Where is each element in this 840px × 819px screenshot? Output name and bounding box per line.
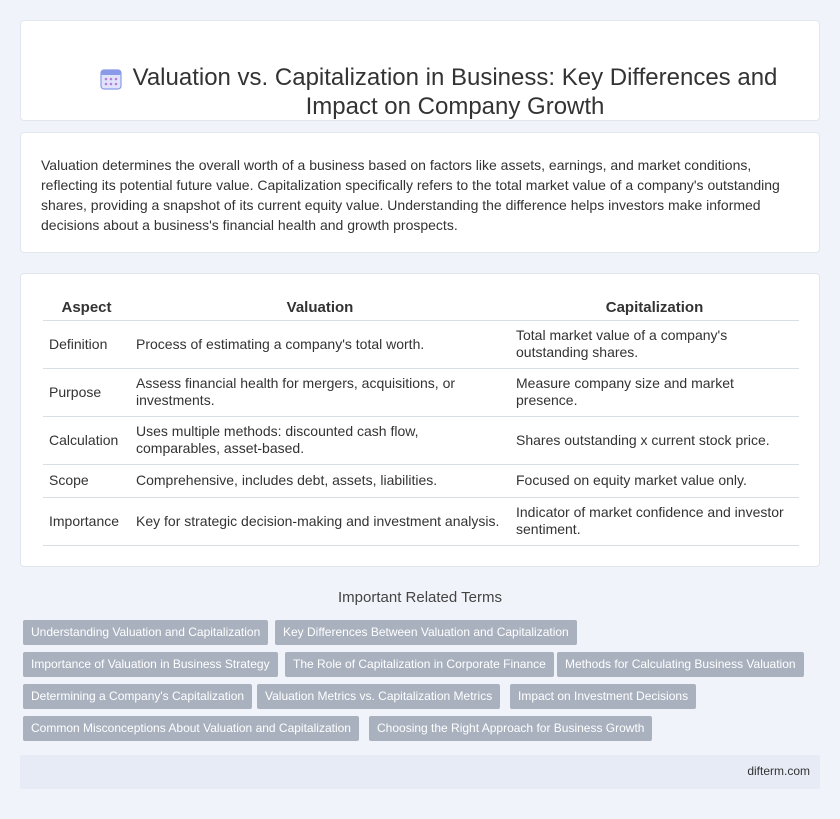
footer xyxy=(20,755,820,789)
header-valuation: Valuation xyxy=(130,296,510,320)
table-row xyxy=(43,416,799,464)
calendar-icon xyxy=(99,67,123,91)
comparison-table xyxy=(43,296,799,546)
cell-valuation: Assess financial health for mergers, acquisitions, or investments. xyxy=(130,368,510,416)
cell-valuation: Key for strategic decision-making and investment analysis. xyxy=(130,497,510,545)
related-term-tag[interactable]: Choosing the Right Approach for Business Growth xyxy=(369,716,652,741)
header-aspect: Aspect xyxy=(43,296,130,320)
cell-capitalization: Focused on equity market value only. xyxy=(510,464,799,497)
cell-aspect: Definition xyxy=(43,320,130,368)
table-header-row xyxy=(43,296,799,320)
cell-capitalization: Total market value of a company's outstanding shares. xyxy=(510,320,799,368)
related-terms-heading: Important Related Terms xyxy=(338,589,502,606)
intro-card xyxy=(20,132,820,253)
cell-valuation: Uses multiple methods: discounted cash flow, comparables, asset-based. xyxy=(130,416,510,464)
related-term-tag[interactable]: Common Misconceptions About Valuation and Capitalization xyxy=(23,716,359,741)
related-term-tag[interactable]: Importance of Valuation in Business Strategy xyxy=(23,652,278,677)
cell-aspect: Calculation xyxy=(43,416,130,464)
intro-text: Valuation determines the overall worth of a business based on factors like assets, earnings, and market conditions, reflecting its potential future value. Capitalization specifically refers to the total market value of a company's outstanding shares, providing a snapshot of its current equity value. Understanding the difference helps investors make informed decisions about a business's financial health and growth prospects. xyxy=(41,157,780,233)
table-row xyxy=(43,320,799,368)
cell-capitalization: Measure company size and market presence. xyxy=(510,368,799,416)
related-term-tag[interactable]: Valuation Metrics vs. Capitalization Metrics xyxy=(257,684,500,709)
cell-valuation: Process of estimating a company's total worth. xyxy=(130,320,510,368)
related-term-tag[interactable]: Methods for Calculating Business Valuation xyxy=(557,652,804,677)
related-term-tag[interactable]: Understanding Valuation and Capitalization xyxy=(23,620,268,645)
comparison-table-card xyxy=(20,273,820,567)
cell-aspect: Scope xyxy=(43,464,130,497)
cell-capitalization: Indicator of market confidence and investor sentiment. xyxy=(510,497,799,545)
table-row xyxy=(43,464,799,497)
footer-site-link[interactable]: difterm.com xyxy=(747,764,810,778)
cell-aspect: Purpose xyxy=(43,368,130,416)
title-card xyxy=(20,20,820,121)
cell-aspect: Importance xyxy=(43,497,130,545)
related-term-tag[interactable]: Impact on Investment Decisions xyxy=(510,684,696,709)
page-title: Valuation vs. Capitalization in Business: Key Differences and Impact on Company Growth xyxy=(132,64,778,120)
related-term-tag[interactable]: Determining a Company's Capitalization xyxy=(23,684,252,709)
table-row xyxy=(43,368,799,416)
cell-capitalization: Shares outstanding x current stock price. xyxy=(510,416,799,464)
related-term-tag[interactable]: The Role of Capitalization in Corporate Finance xyxy=(285,652,554,677)
table-row xyxy=(43,497,799,545)
related-term-tag[interactable]: Key Differences Between Valuation and Capitalization xyxy=(275,620,577,645)
header-capitalization: Capitalization xyxy=(510,296,799,320)
cell-valuation: Comprehensive, includes debt, assets, liabilities. xyxy=(130,464,510,497)
